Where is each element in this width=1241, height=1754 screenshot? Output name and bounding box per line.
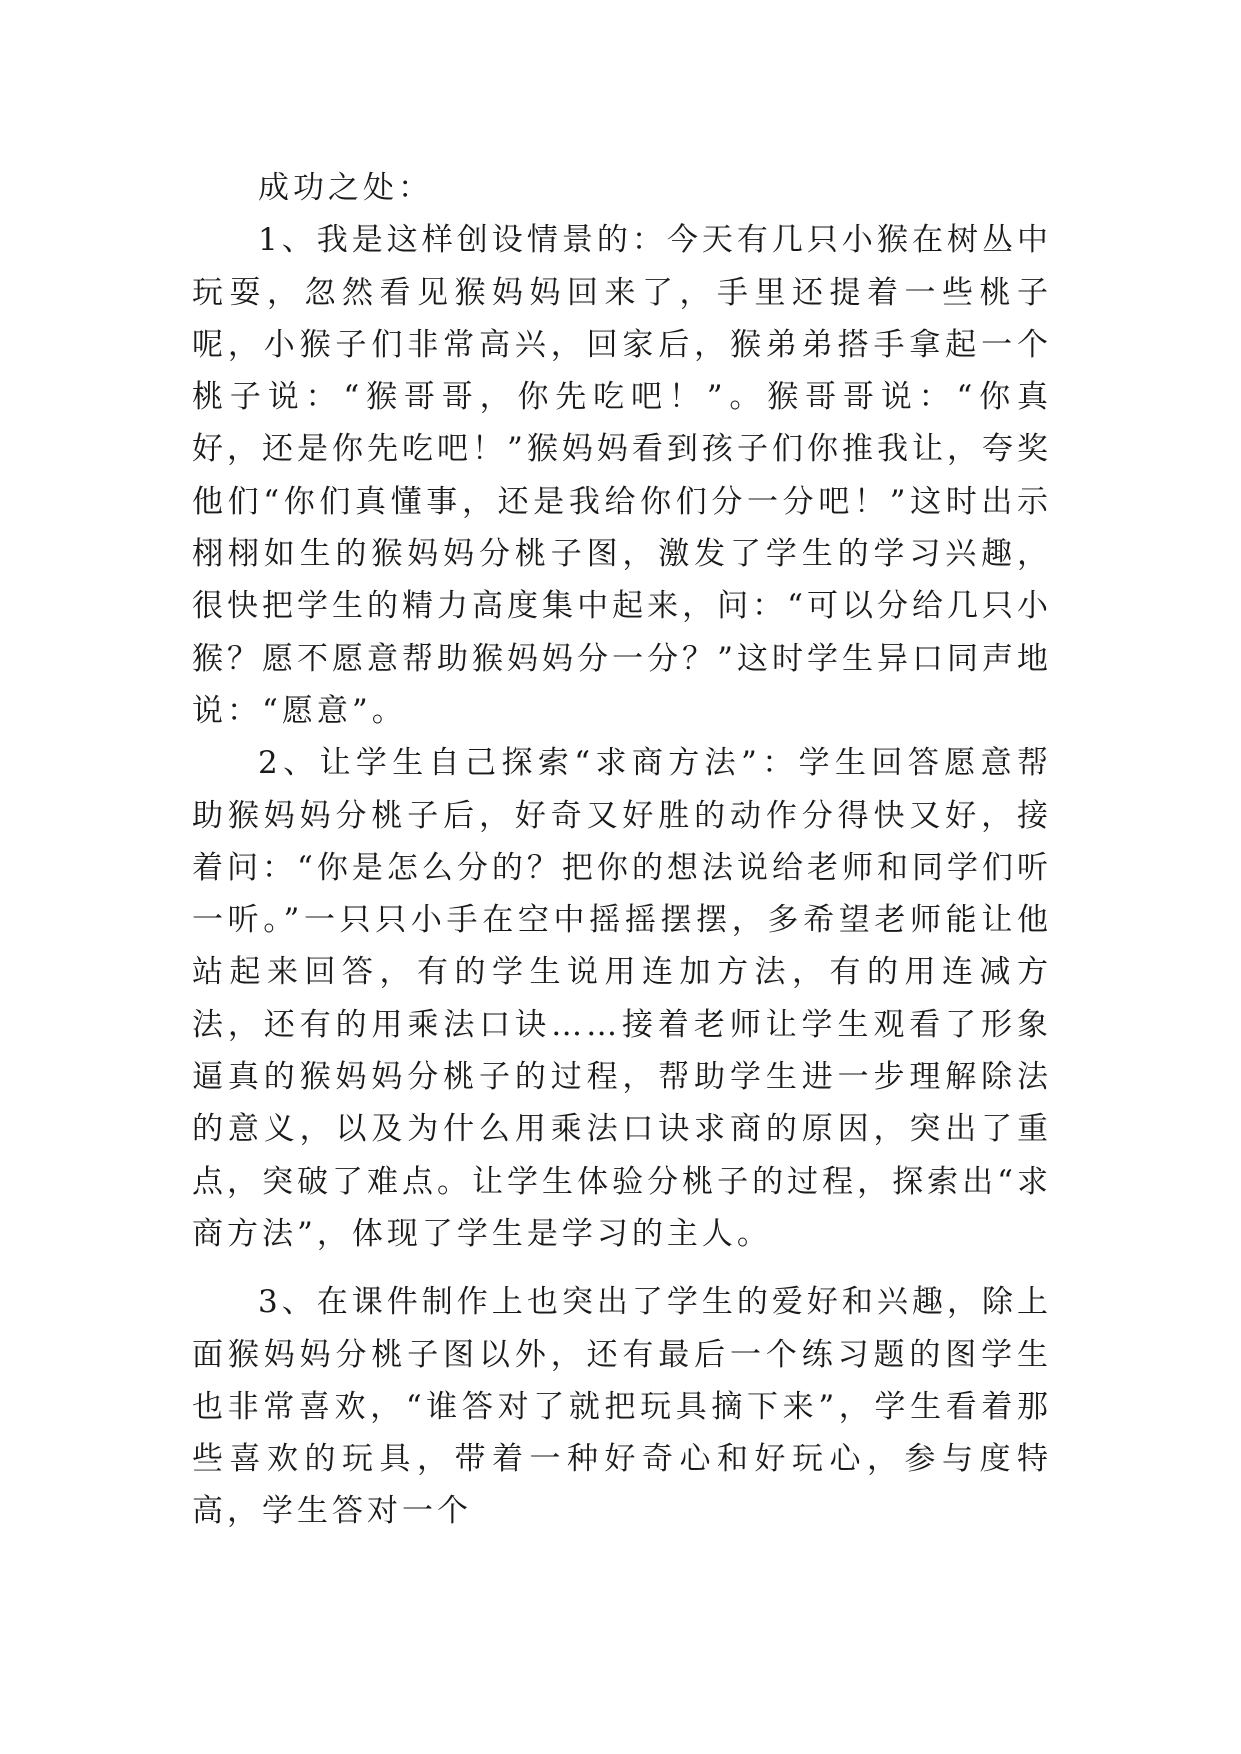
document-body: [192, 162, 1052, 1538]
paragraph-3: 3、在课件制作上也突出了学生的爱好和兴趣，除上面猴妈妈分桃子图以外，还有最后一个练习题的图学生也非常喜欢，“谁答对了就把玩具摘下来”，学生看着那些喜欢的玩具，带着一种好奇心和好玩心，参与度特高，学生答对一个: [192, 1284, 1052, 1530]
section-heading: 成功之处：: [258, 170, 433, 206]
paragraph-2: 2、让学生自己探索“求商方法”：学生回答愿意帮助猴妈妈分桃子后，好奇又好胜的动作分得快又好，接着问：“你是怎么分的？把你的想法说给老师和同学们听一听。”一只只小手在空中摇摇摆摆，多希望老师能让他站起来回答，有的学生说用连加方法，有的用连减方法，还有的用乘法口诀……接着老师让学生观看了形象逼真的猴妈妈分桃子的过程，帮助学生进一步理解除法的意义，以及为什么用乘法口诀求商的原因，突出了重点，突破了难点。让学生体验分桃子的过程，探索出“求商方法”，体现了学生是学习的主人。: [192, 745, 1052, 1252]
paragraph-1: 1、我是这样创设情景的：今天有几只小猴在树丛中玩耍，忽然看见猴妈妈回来了，手里还提着一些桃子呢，小猴子们非常高兴，回家后，猴弟弟搭手拿起一个桃子说：“猴哥哥，你先吃吧！”。猴哥哥说：“你真好，还是你先吃吧！”猴妈妈看到孩子们你推我让，夸奖他们“你们真懂事，还是我给你们分一分吧！”这时出示栩栩如生的猴妈妈分桃子图，激发了学生的学习兴趣，很快把学生的精力高度集中起来，问：“可以分给几只小猴？愿不愿意帮助猴妈妈分一分？”这时学生异口同声地说：“愿意”。: [192, 222, 1052, 729]
